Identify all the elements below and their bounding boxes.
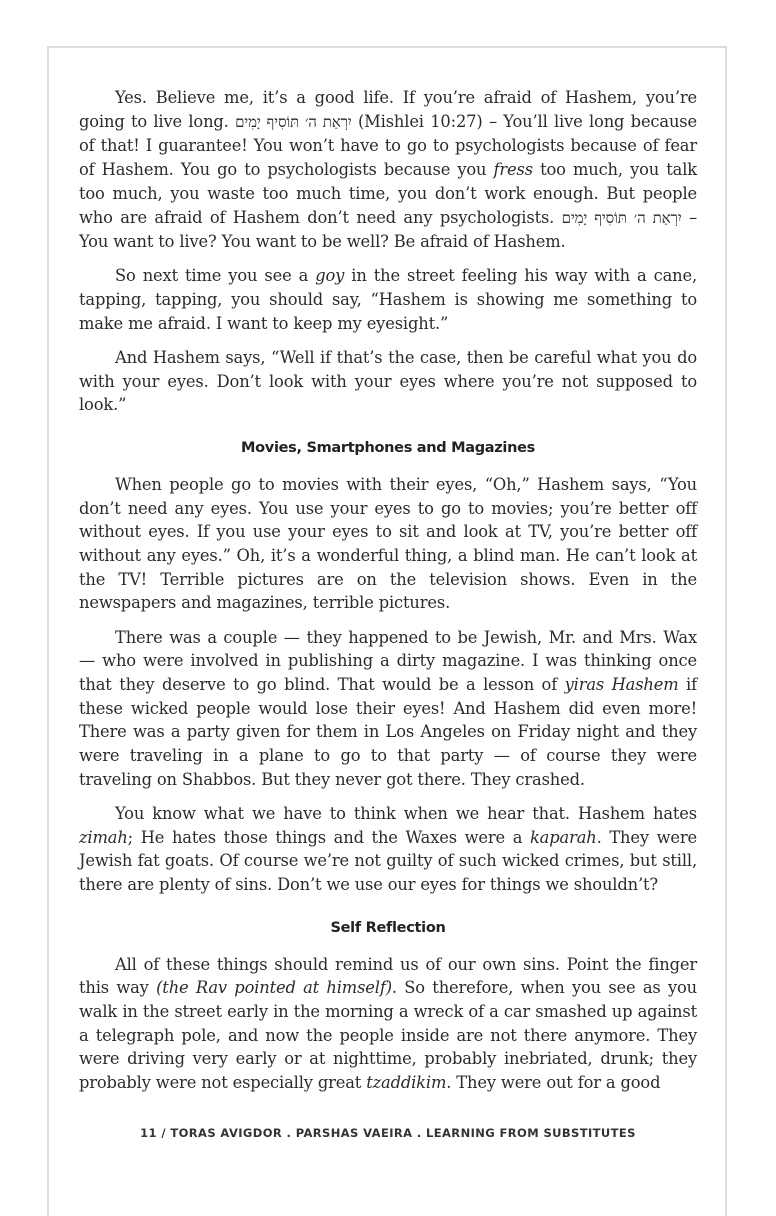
page-footer: 11 / TORAS AVIGDOR . PARSHAS VAEIRA . LEARNING FROM SUBSTITUTES [140,1126,636,1140]
hebrew-quote: יִרְאַת ה׳ תּוֹסִיף יָמִים [235,112,352,131]
italic-term: kaparah [529,827,597,847]
text-run: All of these things should remind us of our own sins. Point the finger this way [79,954,697,998]
text-run: . They were out for a good [446,1073,661,1093]
text-run: ; He hates those things and the Waxes were a [127,827,530,847]
paragraph [79,264,697,335]
text-run: if these wicked people would lose their eyes! And Hashem did even more! There was a party given for them in Los Angeles on Friday night and they were traveling in a plane to go to that party — of course they were traveling on Shabbos. But they never got there. They crashed. [79,674,697,789]
text-run: . So therefore, when you see as you walk in the street early in the morning a wreck of a car smashed up against a telegraph pole, and now the people inside are not there anymore. They were driving very early or at nighttime, probably inebriated, drunk; they probably were not especially great [79,978,697,1093]
text-run: When people go to movies with their eyes, “Oh,” Hashem says, “You don’t need any eyes. You use your eyes to go to movies; you’re better off without eyes. If you use your eyes to sit and look at TV, you’re better off without any eyes.” Oh, it’s a wonderful thing, a blind man. He can’t look at the TV! Terrible pictures are on the television shows. Even in the newspapers and magazines, terrible pictures. [79,474,697,613]
paragraph [79,346,697,417]
paragraph [79,473,697,615]
text-run: Yes. Believe me, it’s a good life. If you’re afraid of Hashem, you’re going to live long. [79,88,697,131]
text-run: (Mishlei 10:27) – You’ll live long because of that! I guarantee! You won’t have to go to psychologists because of fear of Hashem. You go to psychologists because you [79,111,697,180]
text-run: – You want to live? You want to be well? Be afraid of Hashem. [79,207,697,252]
italic-term: yiras Hashem [564,674,679,694]
italic-term: tzaddikim [366,1073,447,1093]
text-run: You know what we have to think when we hear that. Hashem hates [115,803,697,823]
text-run: . They were Jewish fat goats. Of course we’re not guilty of such wicked crimes, but still, there are plenty of sins. Don’t we use our eyes for things we shouldn’t? [79,827,698,895]
text-run: in the street feeling his way with a cane, tapping, tapping, you should say, “Hashem is showing me something to make me afraid. I want to keep my eyesight.” [79,266,697,333]
italic-term: goy [315,266,345,286]
page-body [79,86,697,1105]
paragraph [79,953,697,1095]
paragraph [79,626,697,792]
text-run: There was a couple — they happened to be Jewish, Mr. and Mrs. Wax — who were involved in publishing a dirty magazine. I was thinking once that they deserve to go blind. That would be a lesson of [79,627,697,694]
italic-term: fress [493,160,533,180]
text-run: So next time you see a [115,266,316,286]
section-heading: Movies, Smartphones and Magazines [241,440,535,457]
paragraph [79,802,697,897]
hebrew-quote: יִרְאַת ה׳ תּוֹסִיף יָמִים [561,208,682,227]
italic-term: zimah [79,827,128,847]
text-run: too much, you talk too much, you waste too much time, you don’t work enough. But people who are afraid of Hashem don’t need any psychologists. [79,160,697,227]
italic-term: (the Rav pointed at himself) [156,978,392,998]
paragraph [79,86,697,254]
text-run: And Hashem says, “Well if that’s the case, then be careful what you do with your eyes. Don’t look with your eyes where you’re not supposed to look.” [79,348,697,415]
section-heading: Self Reflection [330,919,446,936]
